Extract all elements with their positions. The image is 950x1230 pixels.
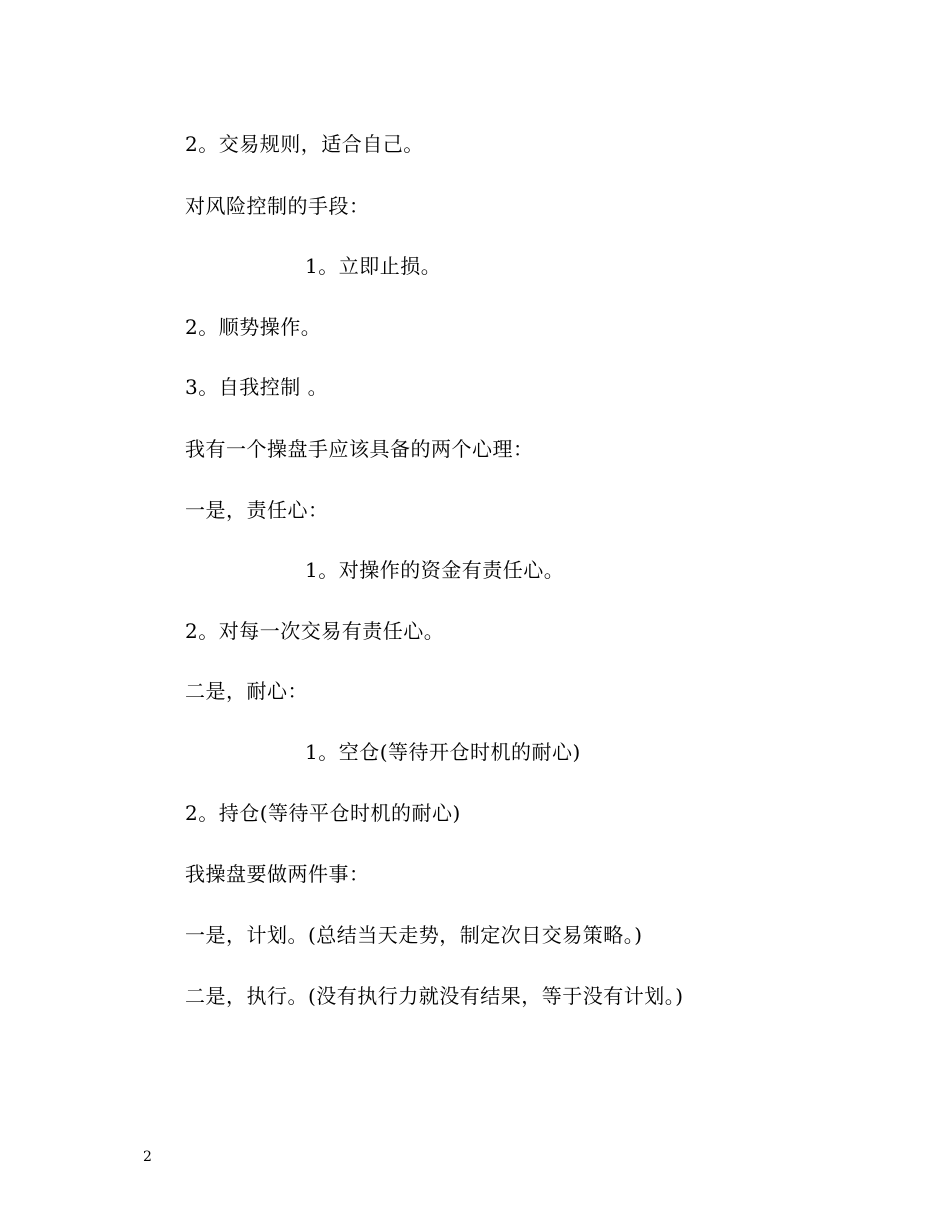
text-line: 二是，耐心： xyxy=(185,679,308,703)
text-line: 3。自我控制 。 xyxy=(185,375,329,399)
text-line: 我有一个操盘手应该具备的两个心理： xyxy=(185,437,534,461)
text-line: 2。顺势操作。 xyxy=(185,315,322,339)
text-line: 1。立即止损。 xyxy=(305,254,442,278)
text-line: 2。对每一次交易有责任心。 xyxy=(185,619,445,643)
text-line: 1。空仓(等待开仓时机的耐心) xyxy=(305,740,581,764)
text-line: 二是，执行。(没有执行力就没有结果，等于没有计划。) xyxy=(185,984,684,1008)
text-line: 一是，责任心： xyxy=(185,498,329,522)
text-line: 我操盘要做两件事： xyxy=(185,862,370,886)
text-line: 对风险控制的手段： xyxy=(185,194,370,218)
page-number: 2 xyxy=(143,1149,152,1165)
text-line: 1。对操作的资金有责任心。 xyxy=(305,558,565,582)
text-line: 2。持仓(等待平仓时机的耐心) xyxy=(185,801,461,825)
text-line: 一是，计划。(总结当天走势，制定次日交易策略。) xyxy=(185,923,643,947)
text-line: 2。交易规则，适合自己。 xyxy=(185,132,424,156)
